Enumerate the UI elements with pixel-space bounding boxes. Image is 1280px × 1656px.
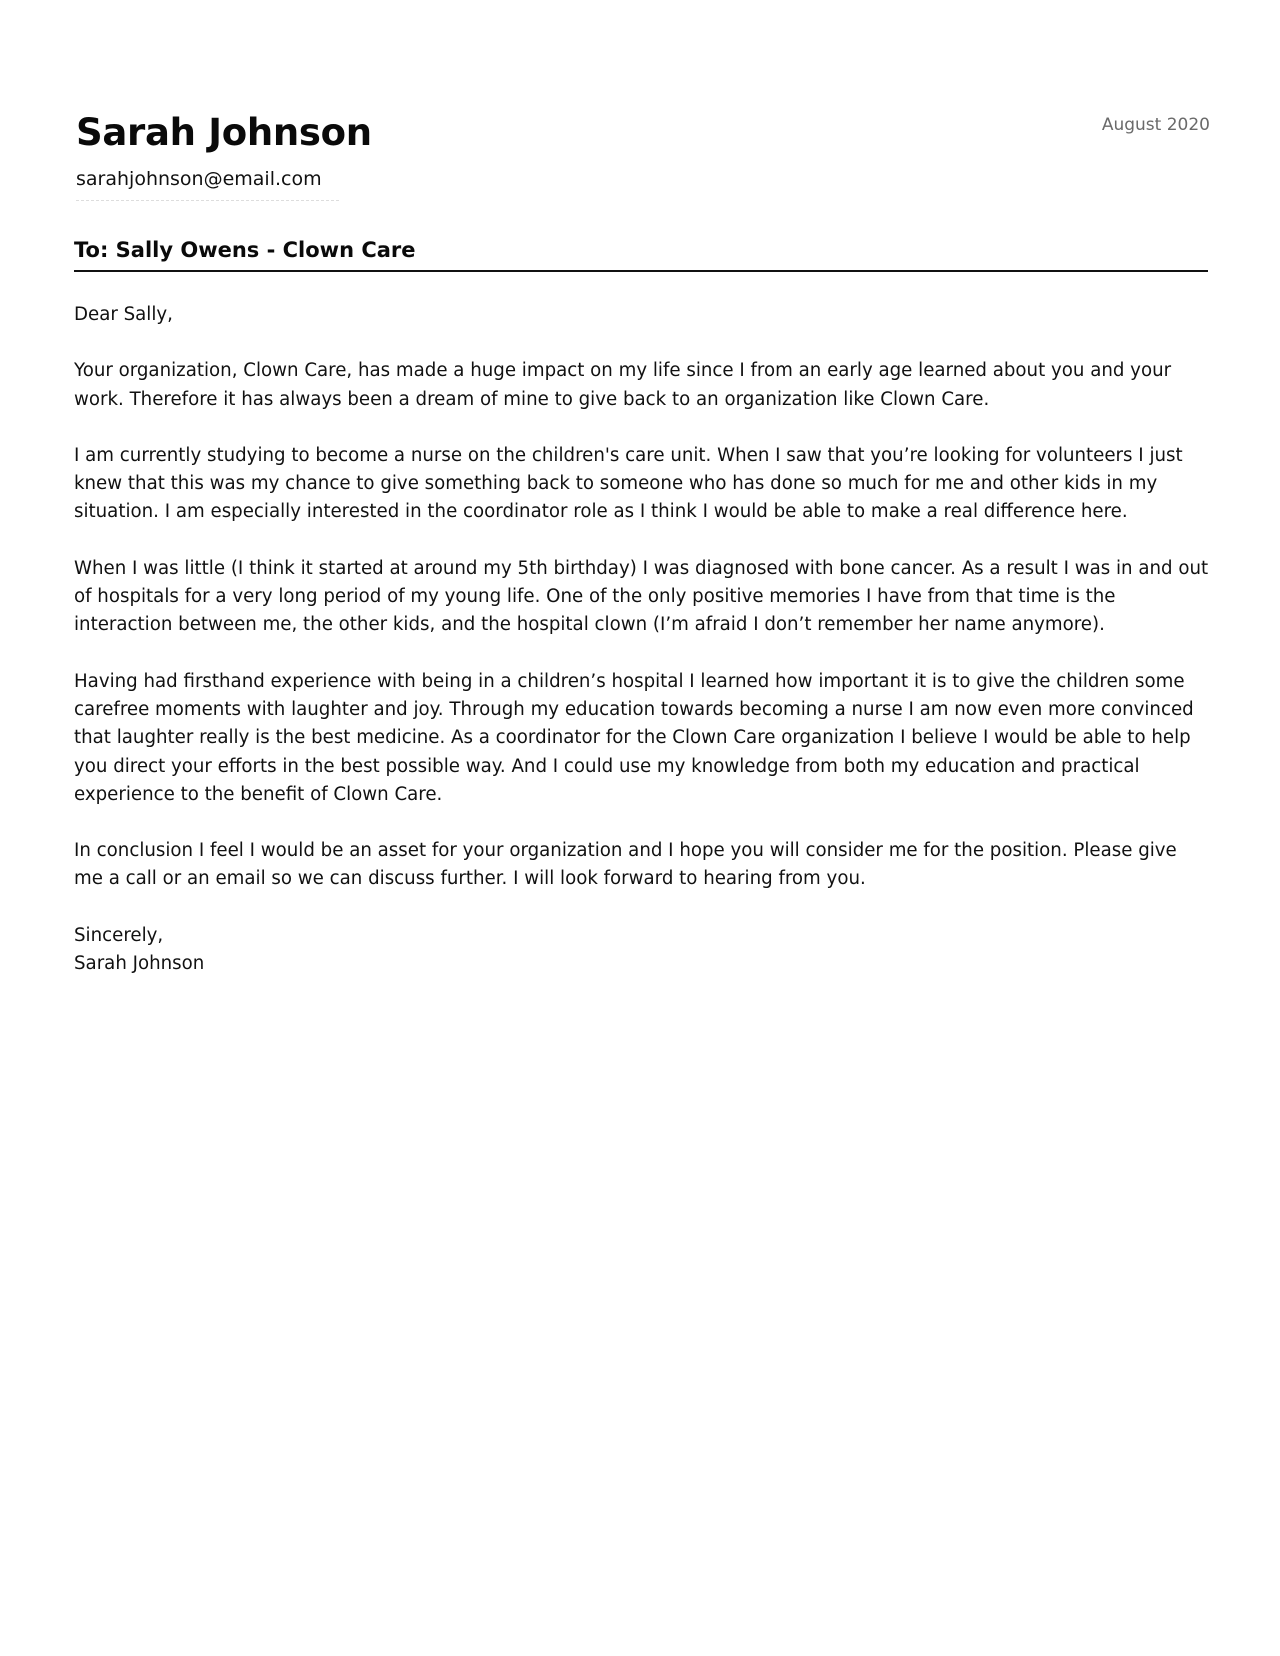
paragraph-5: In conclusion I feel I would be an asset for your organization and I hope you will consider me for the position. Please give me a call or an email so we can discuss further. I will look forward to hearing from you.: [74, 840, 1177, 890]
paragraph-4: Having had firsthand experience with being in a children’s hospital I learned how important it is to give the children some carefree moments with laughter and joy. Through my education towards becoming a nurse I am now even more convinced that laughter really is the best medicine. As a coordinator for the Clown Care organization I believe I would be able to help you direct your efforts in the best possible way. And I could use my knowledge from both my education and practical experience to the benefit of Clown Care.: [74, 670, 1194, 805]
paragraph-1: Your organization, Clown Care, has made a huge impact on my life since I from an early age learned about you and your work. Therefore it has always been a dream of mine to give back to an organization like Clown Care.: [74, 360, 1172, 410]
letter-header: [76, 110, 1206, 201]
greeting: Dear Sally,: [74, 304, 173, 325]
paragraph-3: When I was little (I think it started at around my 5th birthday) I was diagnosed with bone cancer. As a result I was in and out of hospitals for a very long period of my young life. One of the only positive memories I have from that time is the interaction between me, the other kids, and the hospital clown (I’m afraid I don’t remember her name anymore).: [74, 557, 1209, 636]
closing-block: [74, 922, 1210, 979]
sender-email: sarahjohnson@email.com: [76, 166, 339, 201]
sender-name: Sarah Johnson: [76, 111, 372, 154]
paragraph-2: I am currently studying to become a nurse on the children's care unit. When I saw that you’re looking for volunteers I just knew that this was my chance to give something back to someone who has done so much for me and other kids in my situation. I am especially interested in the coordinator role as I think I would be able to make a real difference here.: [74, 444, 1183, 523]
recipient-heading: To: Sally Owens - Clown Care: [74, 236, 1208, 272]
closing-salutation: Sincerely,: [74, 924, 164, 946]
letter-body: [74, 301, 1210, 978]
letter-date: August 2020: [1101, 115, 1210, 135]
closing-signature: Sarah Johnson: [74, 953, 205, 975]
